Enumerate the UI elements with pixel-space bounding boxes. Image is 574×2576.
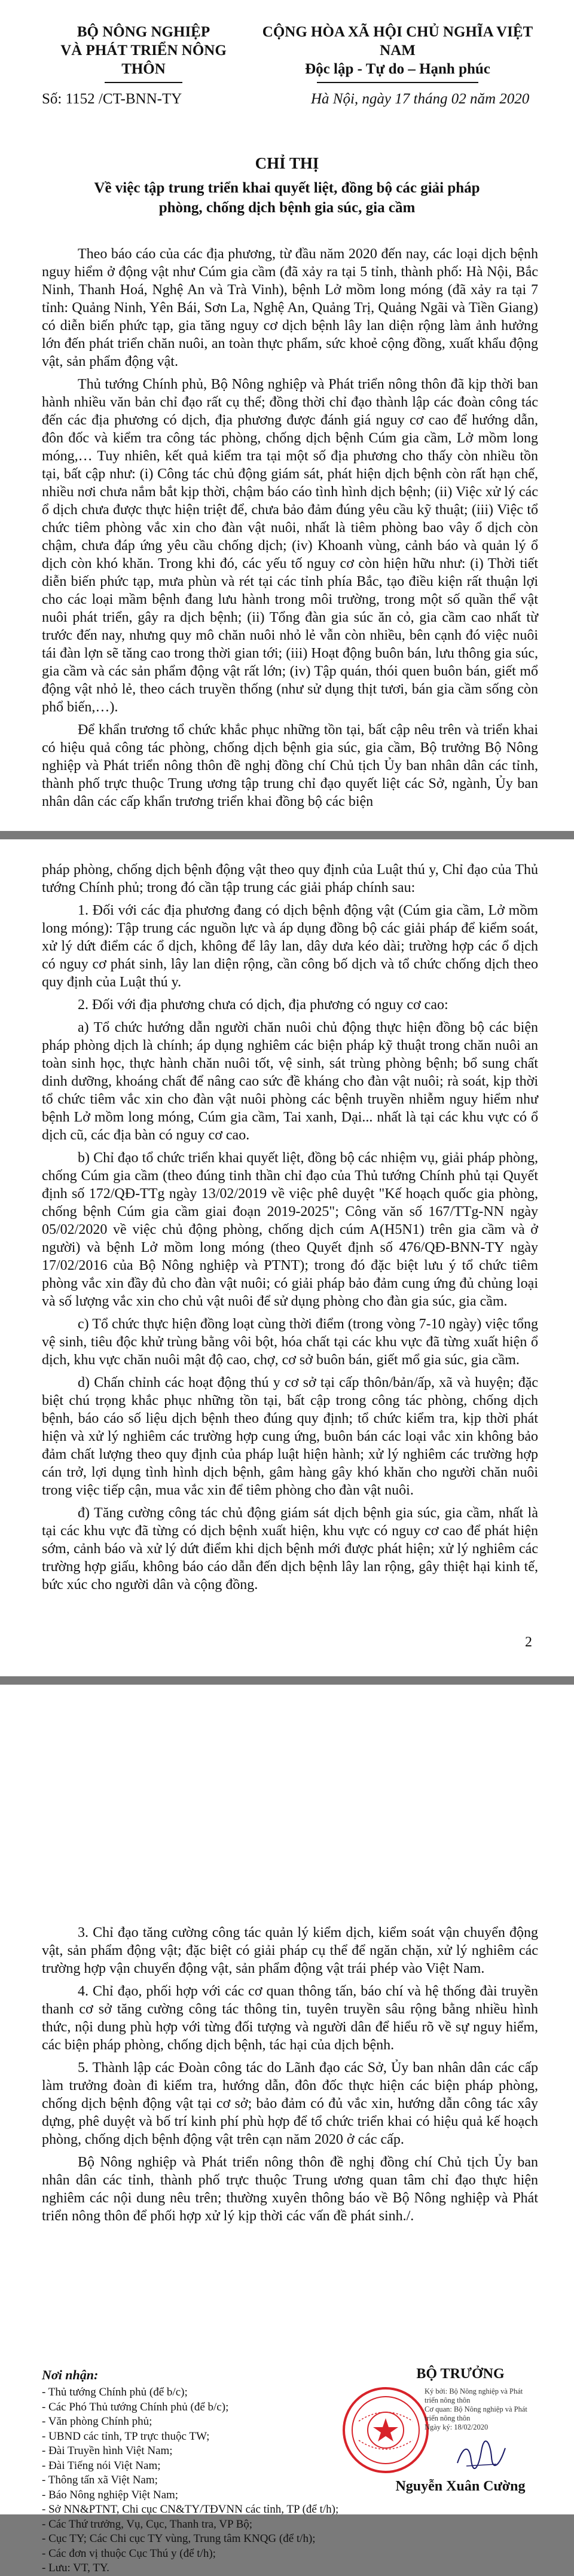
document-type-title: CHỈ THỊ (255, 154, 319, 172)
paragraph: Để khẩn trương tổ chức khắc phục những tồn tại, bất cập nêu trên và triển khai có hiệu quả công tác phòng, chống dịch bệnh gia súc, gia cầm, Bộ trưởng Bộ Nông nghiệp và Phát triển nông thôn đề nghị đồng chí Chủ tịch Ủy ban nhân dân các tỉnh, thành phố trực thuộc Trung ương tập trung chỉ đạo quyết liệt các Sở, ngành, Ủy ban nhân dân các cấp khẩn trương triển khai đồng bộ các biện (42, 722, 538, 809)
paragraph: Thủ tướng Chính phủ, Bộ Nông nghiệp và Phát triển nông thôn đã kịp thời ban hành nhiều văn bản chỉ đạo rất cụ thể; đồng thời chỉ đạo thành lập các đoàn công tác đến các địa phương có dịch, địa phương được đánh giá nguy cơ cao để hướng dẫn, đôn đốc và kiểm tra công tác phòng, chống dịch bệnh Cúm gia cầm, Lở mồm long móng,… Tuy nhiên, kết quả kiểm tra tại một số địa phương cho thấy còn nhiều tồn tại, bất cập như: (i) Công tác chủ động giám sát, phát hiện dịch bệnh còn rất hạn chế, nhiều nơi chưa nắm bắt kịp thời, chậm báo cáo tình hình dịch bệnh; (ii) Việc xử lý các ổ dịch chưa được thực hiện triệt để, chưa bảo đảm đúng yêu cầu kỹ thuật; (iii) Việc tổ chức tiêm phòng vắc xin cho đàn vật nuôi, nhất là tiêm phòng bao vây ổ dịch còn chậm, chưa đáp ứng yêu cầu chống dịch; (iv) Khoanh vùng, cảnh báo và quản lý ổ dịch còn khó khăn. Trong khi đó, các yếu tố nguy cơ còn hiện hữu như: (i) Thời tiết diễn biến phức tạp, mưa phùn và rét tại các tỉnh phía Bắc, tạo điều kiện rất thuận lợi cho các loại mầm bệnh đang lưu hành trong môi trường, trong một số quần thể vật nuôi phát triển, gây ra dịch bệnh; (ii) Tổng đàn gia súc ăn cỏ, gia cầm cao nhất từ trước đến nay, nhưng quy mô chăn nuôi nhỏ lẻ vẫn còn nhiều, bên cạnh đó việc nuôi tái đàn lợn sẽ tăng cao trong thời gian tới; (iii) Hoạt động buôn bán, lưu thông gia súc, gia cầm và các sản phẩm động vật rất lớn; (iv) Tập quán, thói quen buôn bán, giết mổ động vật nhỏ lẻ, theo cách truyền thống (như sử dụng thịt tươi, bán gia cầm sống còn phổ biến,…). (42, 377, 538, 715)
recipient-item: - Văn phòng Chính phủ; (42, 2415, 152, 2428)
page1-body (42, 245, 538, 815)
paragraph: Bộ Nông nghiệp và Phát triển nông thôn đề nghị đồng chí Chủ tịch Ủy ban nhân dân các tỉnh, thành phố trực thuộc Trung ương quan tâm chỉ đạo thực hiện nghiêm các nội dung nêu trên; thường xuyên thông báo về Bộ Nông nghiệp và Phát triển nông thôn để phối hợp xử lý kịp thời các vấn đề phát sinh./. (42, 2155, 538, 2224)
recipient-item: - Thủ tướng Chính phủ (để b/c); (42, 2386, 188, 2398)
page2-body (42, 861, 538, 1599)
motto-underline (317, 82, 478, 83)
recipient-item: - Sở NN&PTNT, Chi cục CN&TY/TĐVNN các tỉnh, TP (để t/h); (42, 2503, 339, 2516)
ministry-name-line2: VÀ PHÁT TRIỂN NÔNG THÔN (60, 42, 227, 77)
recipient-item: - Đài Truyền hình Việt Nam; (42, 2444, 173, 2457)
ministry-name-line1: BỘ NÔNG NGHIỆP (77, 24, 210, 40)
paragraph: b) Chỉ đạo tổ chức triển khai quyết liệt, đồng bộ các nhiệm vụ, giải pháp phòng, chống Cúm gia cầm (theo đúng tinh thần chỉ đạo của Thủ tướng Chính phủ tại Quyết định số 172/QĐ-TTg ngày 13/02/2019 về việc phê duyệt "Kế hoạch quốc gia phòng, chống bệnh Cúm gia cầm giai đoạn 2019-2025"; Công văn số 167/TTg-NN ngày 05/02/2020 về việc chủ động phòng, chống dịch cúm A(H5N1) trên gia cầm và ở người) và bệnh Lở mồm long móng (theo Quyết định số 476/QĐ-BNN-TY ngày 17/02/2016 của Bộ Nông nghiệp và PTNT); trong đó đặc biệt lưu ý tổ chức tiêm phòng vắc xin đầy đủ cho đàn vật nuôi; có giải pháp bảo đảm cung ứng đủ chủng loại và số lượng vắc xin cho chủ vật nuôi để sử dụng phòng cho đàn gia súc, gia cầm. (42, 1150, 538, 1309)
recipient-item: - UBND các tỉnh, TP trực thuộc TW; (42, 2430, 210, 2443)
paragraph: 3. Chỉ đạo tăng cường công tác quản lý kiểm dịch, kiểm soát vận chuyển động vật, sản phẩm động vật; đặc biệt có giải pháp cụ thể để ngăn chặn, xử lý nghiêm các trường hợp vận chuyển động vật, sản phẩm động vật trái phép vào Việt Nam. (42, 1925, 538, 1976)
recipient-item: - Lưu: VT, TY. (42, 2562, 109, 2574)
handwritten-signature (454, 2439, 508, 2472)
motto: Độc lập - Tự do – Hạnh phúc (305, 61, 490, 77)
place-and-date: Hà Nội, ngày 17 tháng 02 năm 2020 (311, 91, 530, 107)
recipients-list (42, 2385, 339, 2576)
paragraph: pháp phòng, chống dịch bệnh động vật theo quy định của Luật thú y, Chỉ đạo của Thủ tướng Chính phủ; trong đó cần tập trung các giải pháp chính sau: (42, 862, 538, 896)
digital-signature-info (425, 2387, 538, 2432)
recipient-item: - Thông tấn xã Việt Nam; (42, 2474, 158, 2486)
paragraph: Theo báo cáo của các địa phương, từ đầu năm 2020 đến nay, các loại dịch bệnh nguy hiểm ở động vật như Cúm gia cầm (đã xảy ra tại 5 tỉnh, thành phố: Hà Nội, Bắc Ninh, Thanh Hoá, Nghệ An và Trà Vinh), bệnh Lở mồm long móng (đã xảy ra tại 7 tỉnh: Quảng Ninh, Yên Bái, Sơn La, Nghệ An, Quảng Trị, Quảng Ngãi và Tiền Giang) có diễn biến phức tạp, gia tăng nguy cơ dịch bệnh lây lan diện rộng làm ảnh hưởng lớn đến phát triển chăn nuôi, an toàn thực phẩm, sức khoẻ cộng đồng, xuất khẩu động vật, sản phẩm động vật. (42, 246, 538, 369)
digital-signature-line: Ngày ký: 18/02/2020 (425, 2423, 488, 2431)
digital-signature-line: Cơ quan: Bộ Nông nghiệp và Phát triển nông thôn (425, 2405, 527, 2422)
republic-name: CỘNG HÒA XÃ HỘI CHỦ NGHĨA VIỆT NAM (262, 24, 533, 59)
ministry-header (48, 23, 239, 83)
recipient-item: - Đài Tiếng nói Việt Nam; (42, 2459, 161, 2472)
document-page-2 (0, 839, 574, 1676)
page-number: 2 (525, 1634, 532, 1650)
recipient-item: - Các Thứ trưởng, Vụ, Cục, Thanh tra, VP Bộ; (42, 2517, 253, 2531)
digital-signature-line: Ký bởi: Bộ Nông nghiệp và Phát triển nông thôn (425, 2387, 523, 2404)
paragraph: d) Chấn chỉnh các hoạt động thú y cơ sở tại cấp thôn/bản/ấp, xã và huyện; đặc biệt chú trọng khắc phục những tồn tại, bất cập trong công tác phòng, chống dịch bệnh, báo cáo số liệu dịch bệnh theo đúng quy định; tổ chức kiểm tra, kịp thời phát hiện và xử lý nghiêm các trường hợp cung ứng, buôn bán các loại vắc xin không bảo đảm chất lượng theo quy định của pháp luật hiện hành; xử lý nghiêm các trường hợp cán trở, lợi dụng tình hình dịch bệnh, gâm hàng gây khó khăn cho người chăn nuôi trong việc tiếp cận, mua vắc xin để tiêm phòng cho đàn vật nuôi. (42, 1375, 538, 1498)
paragraph: a) Tổ chức hướng dẫn người chăn nuôi chủ động thực hiện đồng bộ các biện pháp phòng dịch là chính; áp dụng nghiêm các biện pháp kỹ thuật trong chăn nuôi an toàn sinh học, thực hành chăn nuôi tốt, vệ sinh, sát trùng phòng bệnh; bổ sung chất dinh dưỡng, khoáng chất để nâng cao sức đề kháng cho đàn vật nuôi; rà soát, kịp thời tổ chức tiêm vắc xin cho đàn vật nuôi phòng các bệnh truyền nhiễm nguy hiểm như bệnh Lở mồm long móng, Cúm gia cầm, Tai xanh, Dại... nhất là tại các khu vực có ổ dịch cũ, các địa bàn có nguy cơ cao. (42, 1020, 538, 1143)
recipient-item: - Các Phó Thủ tướng Chính phủ (để b/c); (42, 2400, 229, 2413)
ministry-underline (105, 82, 182, 83)
official-seal-stamp (341, 2385, 430, 2475)
signer-title: BỘ TRƯỞNG (416, 2366, 505, 2382)
recipient-item: - Báo Nông nghiệp Việt Nam; (42, 2488, 179, 2501)
page3-body (42, 1924, 538, 2230)
signer-name: Nguyễn Xuân Cường (395, 2479, 526, 2494)
paragraph: 2. Đối với địa phương chưa có dịch, địa phương có nguy cơ cao: (78, 997, 448, 1013)
document-number: Số: 1152 /CT-BNN-TY (42, 91, 182, 107)
document-subtitle: Về việc tập trung triển khai quyết liệt, đồng bộ các giải pháp phòng, chống dịch bệnh gia súc, gia cầm (94, 180, 480, 216)
national-header (257, 23, 538, 83)
recipient-item: - Cục TY; Các Chi cục TY vùng, Trung tâm KNQG (để t/h); (42, 2532, 316, 2545)
document-page-1 (0, 0, 574, 831)
recipient-item: - Các đơn vị thuộc Cục Thú y (để t/h); (42, 2547, 216, 2560)
paragraph: c) Tổ chức thực hiện đồng loạt cùng thời điểm (trong vòng 7-10 ngày) việc tổng vệ sinh, tiêu độc khử trùng bằng vôi bột, hóa chất tại các khu vực đã từng xuất hiện ổ dịch, khu vực chăn nuôi mật độ cao, chợ, cơ sở buôn bán, giết mổ gia súc, gia cầm. (42, 1316, 538, 1368)
paragraph: 4. Chỉ đạo, phối hợp với các cơ quan thông tấn, báo chí và hệ thống đài truyền thanh cơ sở tăng cường công tác thông tin, tuyên truyền sâu rộng bằng nhiều hình thức, nội dung phù hợp với từng đối tượng và người dân để hiểu rõ về sự nguy hiểm, các biện pháp phòng, chống dịch bệnh, tác hại của dịch bệnh. (42, 1984, 538, 2053)
paragraph: 1. Đối với các địa phương đang có dịch bệnh động vật (Cúm gia cầm, Lở mồm long móng): Tập trung các nguồn lực và áp dụng đồng bộ các giải pháp để kiểm soát, xử lý dứt điểm các ổ dịch, không để lây lan, dây dưa kéo dài; trường hợp các ổ dịch có nguy cơ phát sinh, lây lan diện rộng, cần công bố dịch và tổ chức chống dịch theo quy định của Luật thú y. (42, 903, 538, 990)
recipients-title: Nơi nhận: (42, 2367, 99, 2382)
paragraph: đ) Tăng cường công tác chủ động giám sát dịch bệnh gia súc, gia cầm, nhất là tại các khu vực đã từng có dịch bệnh xuất hiện, khu vực có nguy cơ cao để phát hiện sớm, cảnh báo và xử lý dứt điểm khi dịch bệnh mới được phát hiện; xử lý nghiêm các trường hợp giấu, không báo cáo dẫn đến dịch bệnh lây lan rộng, gây thiệt hại kinh tế, bức xúc cho người dân và cộng đồng. (42, 1505, 538, 1593)
paragraph: 5. Thành lập các Đoàn công tác do Lãnh đạo các Sở, Ủy ban nhân dân các cấp làm trưởng đoàn đi kiểm tra, hướng dẫn, đôn đốc thực hiện các biện pháp phòng, chống dịch bệnh động vật tại cơ sở; bảo đảm có đủ vắc xin, hướng dẫn công tác xây dựng, phê duyệt và bố trí kinh phí phù hợp để tổ chức triển khai có hiệu quả kế hoạch phòng, chống dịch bệnh động vật trên cạn năm 2020 ở các cấp. (42, 2060, 538, 2147)
